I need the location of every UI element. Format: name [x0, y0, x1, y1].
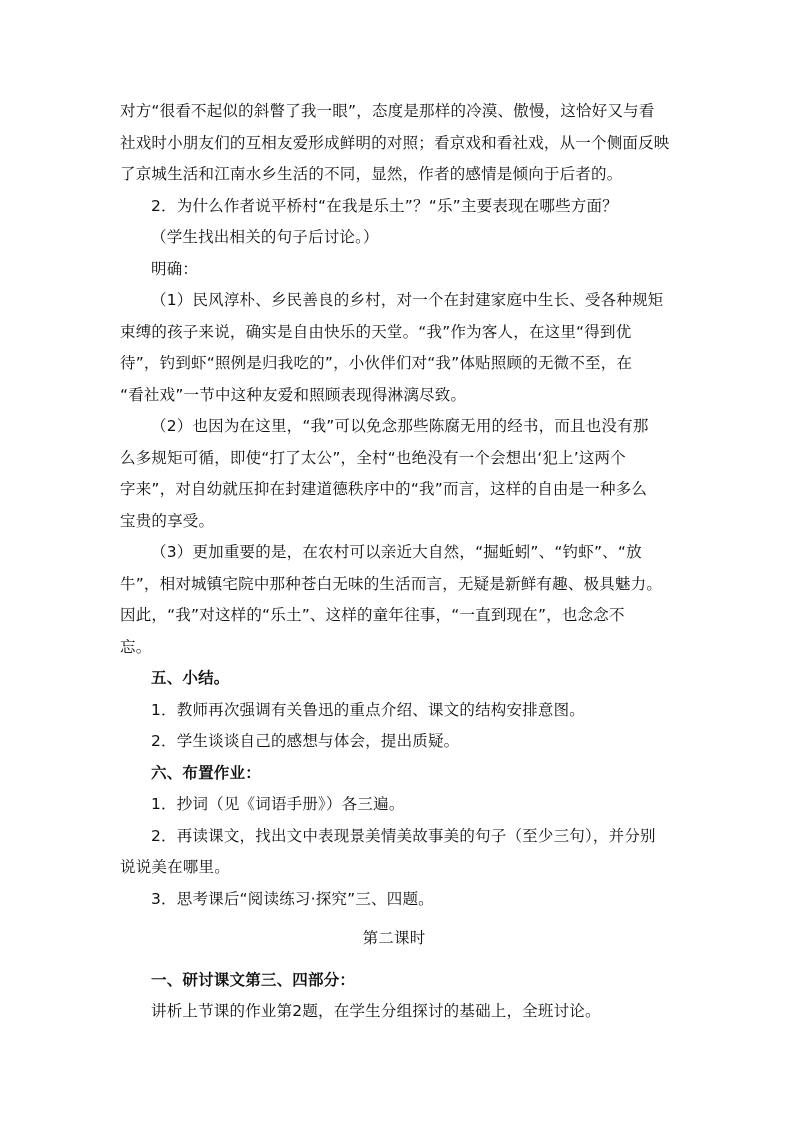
question-2: 2．为什么作者说平桥村“在我是乐土”？“乐”主要表现在哪些方面？ — [151, 196, 618, 215]
discussion-line: 讲析上节课的作业第2题，在学生分组探讨的基础上，全班讨论。 — [151, 1002, 601, 1020]
section-heading-homework: 六、布置作业： — [151, 763, 261, 782]
summary-item: 2．学生谈谈自己的感想与体会，提出质疑。 — [151, 732, 460, 750]
section-heading-summary: 五、小结。 — [151, 669, 230, 687]
document-body — [120, 96, 668, 1028]
homework-item: 2．再读课文，找出文中表现景美情美故事美的句子（至少三句），并分别 — [151, 826, 656, 845]
homework-item: 3．思考课后“阅读练习·探究”三、四题。 — [151, 889, 434, 908]
point-1-line: （1）民风淳朴、乡民善良的乡村，对一个在封建家庭中生长、受各种规矩 — [151, 291, 664, 309]
paragraph-line: 对方“很看不起似的斜瞥了我一眼”，态度是那样的冷漠、傲慢，这恰好又与看 — [120, 102, 655, 120]
point-3-line: 牛”，相对城镇宅院中那种苍白无味的生活而言，无疑是新鲜有趣、极具魅力。 — [120, 574, 663, 593]
point-3-line: 因此，“我”对这样的“乐土”、这样的童年往事，“一直到现在”，也念念不 — [120, 606, 625, 624]
point-2-line: 么多规矩可循，即使“打了太公”，全村“也绝没有一个会想出‘犯上’这两个 — [120, 448, 626, 467]
section-heading-discussion: 一、研讨课文第三、四部分： — [151, 970, 356, 989]
point-2-line: 宝贵的享受。 — [120, 511, 215, 530]
point-3-line: 忘。 — [120, 637, 152, 656]
point-2-line: （2）也因为在这里，“我”可以免念那些陈腐无用的经书，而且也没有那 — [151, 417, 649, 435]
point-2-line: 字来”，对自幼就压抑在封建道德秩序中的“我”而言，这样的自由是一种多么 — [120, 480, 648, 498]
paragraph-line: 社戏时小朋友们的互相友爱形成鲜明的对照；看京戏和看社戏，从一个侧面反映 — [120, 133, 670, 152]
point-1-line: 束缚的孩子来说，确实是自由快乐的天堂。“我”作为客人，在这里“得到优 — [120, 322, 632, 341]
lesson-title: 第二课时 — [362, 929, 426, 947]
paragraph-line: 了京城生活和江南水乡生活的不同，显然，作者的感情是倾向于后者的。 — [120, 165, 623, 183]
summary-item: 1．教师再次强调有关鲁迅的重点介绍、课文的结构安排意图。 — [151, 700, 585, 719]
point-3-line: （3）更加重要的是，在农村可以亲近大自然，“掘蚯蚓”、“钓虾”、“放 — [151, 543, 642, 561]
instruction-note: （学生找出相关的句子后讨论。） — [151, 228, 379, 246]
clarify-label: 明确： — [151, 259, 199, 278]
point-1-line: “看社戏”一节中这种友爱和照顾表现得淋漓尽致。 — [120, 385, 467, 404]
point-1-line: 待”，钓到虾“照例是归我吃的”，小伙伴们对“我”体贴照顾的无微不至，在 — [120, 354, 633, 372]
homework-item: 1．抄词（见《词语手册》）各三遍。 — [151, 795, 405, 813]
homework-item: 说说美在哪里。 — [120, 858, 230, 876]
